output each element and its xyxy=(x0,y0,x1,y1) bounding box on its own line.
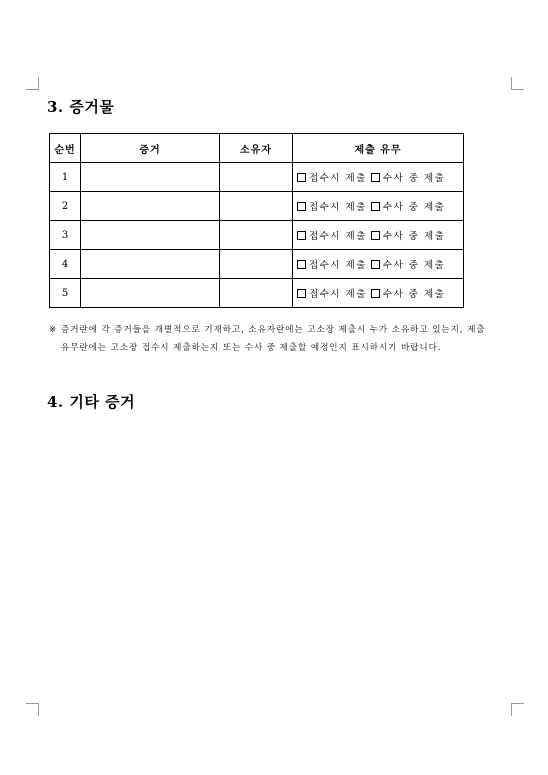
checkbox-icon[interactable] xyxy=(371,231,380,240)
evidence-cell[interactable] xyxy=(81,163,220,192)
owner-cell[interactable] xyxy=(220,221,293,250)
row-number: 5 xyxy=(50,279,81,308)
crop-mark-bottom-left xyxy=(26,703,39,716)
crop-mark-top-left xyxy=(26,77,39,90)
header-owner: 소유자 xyxy=(220,134,293,163)
submission-cell xyxy=(293,279,464,308)
option-submit-during-investigation: 수사 중 제출 xyxy=(382,231,446,242)
option-submit-on-filing: 접수시 제출 xyxy=(309,231,367,242)
header-evidence: 증거 xyxy=(81,134,220,163)
owner-cell[interactable] xyxy=(220,163,293,192)
header-submission: 제출 유무 xyxy=(293,134,464,163)
checkbox-icon[interactable] xyxy=(297,202,306,211)
table-header-row xyxy=(50,134,464,163)
checkbox-icon[interactable] xyxy=(371,289,380,298)
section-3-heading: 3. 증거물 xyxy=(47,98,115,116)
table-row xyxy=(50,221,464,250)
checkbox-icon[interactable] xyxy=(371,260,380,269)
checkbox-icon[interactable] xyxy=(297,231,306,240)
checkbox-icon[interactable] xyxy=(297,173,306,182)
checkbox-icon[interactable] xyxy=(371,173,380,182)
option-submit-during-investigation: 수사 중 제출 xyxy=(382,260,446,271)
table-row xyxy=(50,250,464,279)
checkbox-icon[interactable] xyxy=(297,260,306,269)
header-number: 순번 xyxy=(50,134,81,163)
row-number: 1 xyxy=(50,163,81,192)
crop-mark-top-right xyxy=(511,77,524,90)
note-text: 증거란에 각 증거들을 개별적으로 기재하고, 소유자란에는 고소장 제출시 누가 소유하고 있는지, 제출 유무란에는 고소장 접수시 제출하는지 또는 수사 중 제출할 예정인지 표시하시기 바랍니다. xyxy=(61,325,486,354)
table-row xyxy=(50,279,464,308)
submission-cell xyxy=(293,192,464,221)
evidence-cell[interactable] xyxy=(81,250,220,279)
owner-cell[interactable] xyxy=(220,279,293,308)
owner-cell[interactable] xyxy=(220,250,293,279)
row-number: 2 xyxy=(50,192,81,221)
option-submit-on-filing: 접수시 제출 xyxy=(309,173,367,184)
submission-cell xyxy=(293,250,464,279)
evidence-cell[interactable] xyxy=(81,279,220,308)
option-submit-during-investigation: 수사 중 제출 xyxy=(382,173,446,184)
table-row xyxy=(50,192,464,221)
checkbox-icon[interactable] xyxy=(297,289,306,298)
evidence-table xyxy=(49,133,464,308)
table-row xyxy=(50,163,464,192)
section-4-heading: 4. 기타 증거 xyxy=(47,393,136,411)
checkbox-icon[interactable] xyxy=(371,202,380,211)
submission-cell xyxy=(293,221,464,250)
option-submit-on-filing: 접수시 제출 xyxy=(309,260,367,271)
submission-cell xyxy=(293,163,464,192)
option-submit-on-filing: 접수시 제출 xyxy=(309,289,367,300)
crop-mark-bottom-right xyxy=(511,703,524,716)
option-submit-during-investigation: 수사 중 제출 xyxy=(382,202,446,213)
evidence-cell[interactable] xyxy=(81,192,220,221)
option-submit-during-investigation: 수사 중 제출 xyxy=(382,289,446,300)
evidence-cell[interactable] xyxy=(81,221,220,250)
note-mark: ※ xyxy=(49,325,58,335)
instruction-note xyxy=(49,321,494,358)
owner-cell[interactable] xyxy=(220,192,293,221)
row-number: 4 xyxy=(50,250,81,279)
option-submit-on-filing: 접수시 제출 xyxy=(309,202,367,213)
row-number: 3 xyxy=(50,221,81,250)
